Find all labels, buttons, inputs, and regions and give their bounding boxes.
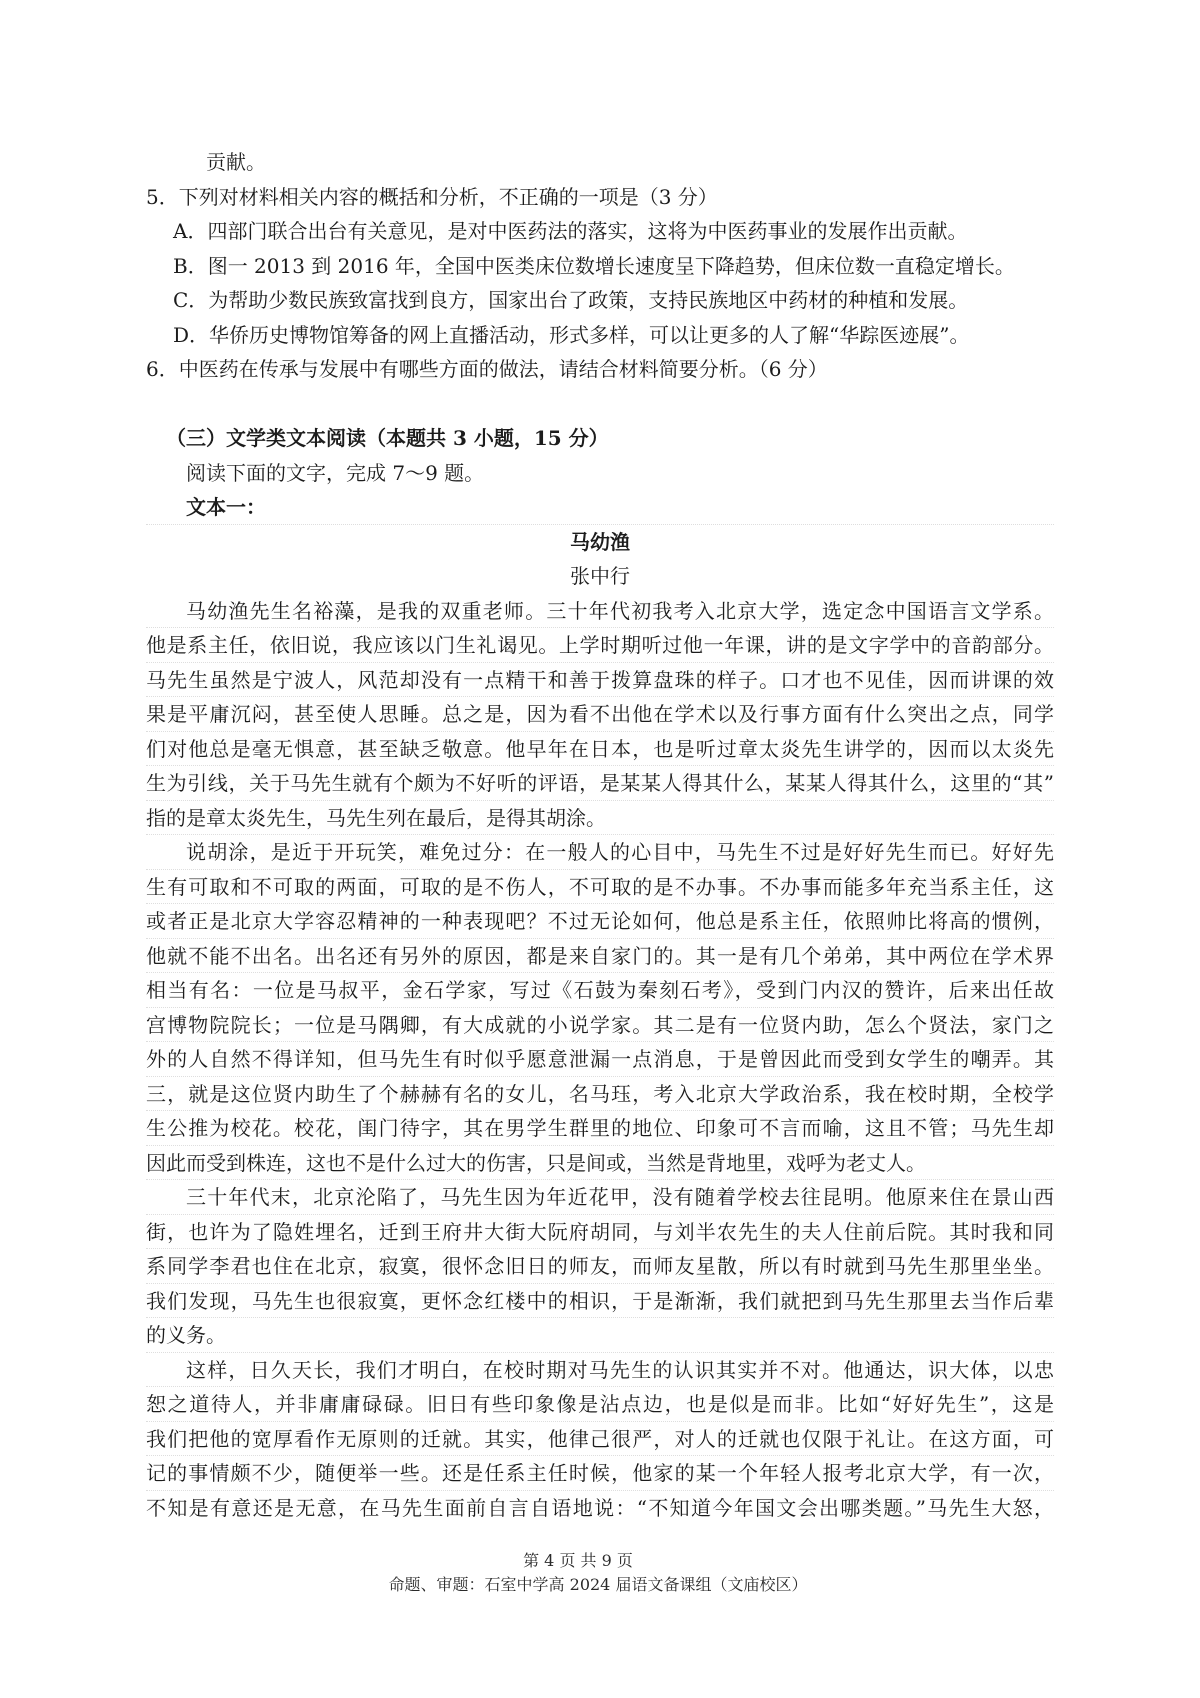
paragraph-line: 外的人自然不得详知，但马先生有时似乎愿意泄漏一点消息，于是曾因此而受到女学生的嘲弄。其 [146, 1042, 1054, 1077]
article-author: 张中行 [570, 564, 630, 588]
question-5-option-b: B．图一 2013 到 2016 年，全国中医类床位数增长速度呈下降趋势，但床位数一直稳定增长。 [173, 253, 1015, 278]
paragraph-line: 恕之道待人，并非庸庸碌碌。旧日有些印象像是沾点边，也是似是而非。比如“好好先生”，这是 [146, 1387, 1054, 1422]
paragraph-line: 或者正是北京大学容忍精神的一种表现吧？不过无论如何，他总是系主任，依照帅比将高的惯例， [146, 904, 1054, 939]
question-5-option-a: A．四部门联合出台有关意见，是对中医药法的落实，这将为中医药事业的发展作出贡献。 [173, 219, 968, 243]
paragraph-line: 们对他总是毫无惧意，甚至缺乏敬意。他早年在日本，也是听过章太炎先生讲学的，因而以太炎先 [146, 732, 1054, 767]
paragraph-line: 马幼渔先生名裕藻，是我的双重老师。三十年代初我考入北京大学，选定念中国语言文学系。 [146, 594, 1054, 629]
paragraph-3 [146, 1180, 1054, 1353]
paragraph-line: 生有可取和不可取的两面，可取的是不伤人，不可取的是不办事。不办事而能多年充当系主任，这 [146, 870, 1054, 905]
blank-spacer [146, 387, 1054, 422]
question-5-option-d: D．华侨历史博物馆筹备的网上直播活动，形式多样，可以让更多的人了解“华踪医迹展”。 [173, 322, 970, 347]
paragraph-line: 不知是有意还是无意，在马先生面前自言自语地说：“不知道今年国文会出哪类题。”马先生大怒， [146, 1495, 1054, 1520]
question-5-stem: 5．下列对材料相关内容的概括和分析，不正确的一项是（3 分） [146, 184, 718, 209]
paragraph-4 [146, 1353, 1054, 1526]
section-instruction: 阅读下面的文字，完成 7～9 题。 [186, 460, 485, 485]
paragraph-line: 生为引线，关于马先生就有个颇为不好听的评语，是某某人得其什么，某某人得其什么，这里的“其” [146, 766, 1054, 801]
paragraph-line: 我们把他的宽厚看作无原则的迁就。其实，他律己很严，对人的迁就也仅限于礼让。在这方面，可 [146, 1422, 1054, 1457]
paragraph-line: 的义务。 [146, 1318, 1054, 1353]
paragraph-line: 他就不能不出名。出名还有另外的原因，都是来自家门的。其一是有几个弟弟，其中两位在学术界 [146, 939, 1054, 974]
paragraph-line: 街，也许为了隐姓埋名，迁到王府井大街大阮府胡同，与刘半农先生的夫人住前后院。其时我和同 [146, 1215, 1054, 1250]
paragraph-line: 马先生虽然是宁波人，风范却没有一点精干和善于拨算盘珠的样子。口才也不见佳，因而讲课的效 [146, 663, 1054, 698]
paragraph-line: 果是平庸沉闷，甚至使人思睡。总之是，因为看不出他在学术以及行事方面有什么突出之点，同学 [146, 697, 1054, 732]
paragraph-1 [146, 594, 1054, 836]
paragraph-line: 说胡涂，是近于开玩笑，难免过分：在一般人的心目中，马先生不过是好好先生而已。好好先 [146, 835, 1054, 870]
paragraph-line: 记的事情颇不少，随便举一些。还是任系主任时候，他家的某一个年轻人报考北京大学，有一次， [146, 1456, 1054, 1491]
paragraph-line: 指的是章太炎先生，马先生列在最后，是得其胡涂。 [146, 801, 1054, 836]
paragraph-line: 相当有名：一位是马叔平，金石学家，写过《石鼓为秦刻石考》，受到门内汉的赞许，后来出任故 [146, 973, 1054, 1008]
paragraph-line: 系同学李君也住在北京，寂寞，很怀念旧日的师友，而师友星散，所以有时就到马先生那里坐坐。 [146, 1249, 1054, 1284]
paragraph-line: 这样，日久天长，我们才明白，在校时期对马先生的认识其实并不对。他通达，识大体，以忠 [146, 1353, 1054, 1388]
section-heading: （三）文学类文本阅读（本题共 3 小题，15 分） [166, 426, 609, 450]
article-title: 马幼渔 [570, 529, 630, 554]
continuation-text: 贡献。 [206, 150, 266, 174]
question-6-stem: 6．中医药在传承与发展中有哪些方面的做法，请结合材料简要分析。（6 分） [146, 357, 828, 381]
paragraph-line: 宫博物院院长；一位是马隅卿，有大成就的小说学家。其二是有一位贤内助，怎么个贤法，家门之 [146, 1008, 1054, 1043]
footer-page-number: 第 4 页 共 9 页 [523, 1551, 633, 1570]
footer-credit: 命题、审题：石室中学高 2024 届语文备课组（文庙校区） [388, 1575, 808, 1594]
paragraph-2 [146, 835, 1054, 1180]
paragraph-line: 因此而受到株连，这也不是什么过大的伤害，只是间或，当然是背地里，戏呼为老丈人。 [146, 1146, 1054, 1181]
paragraph-line: 生公推为校花。校花，闺门待字，其在男学生群里的地位、印象可不言而喻，这且不管；马先生却 [146, 1111, 1054, 1146]
paragraph-line: 三十年代末，北京沦陷了，马先生因为年近花甲，没有随着学校去往昆明。他原来住在景山西 [146, 1180, 1054, 1215]
paragraph-line: 他是系主任，依旧说，我应该以门生礼谒见。上学时期听过他一年课，讲的是文字学中的音韵部分。 [146, 628, 1054, 663]
paragraph-line: 我们发现，马先生也很寂寞，更怀念红楼中的相识，于是渐渐，我们就把到马先生那里去当作后辈 [146, 1284, 1054, 1319]
question-5-option-c: C．为帮助少数民族致富找到良方，国家出台了政策，支持民族地区中药材的种植和发展。 [173, 288, 969, 312]
paragraph-line: 三，就是这位贤内助生了个赫赫有名的女儿，名马珏，考入北京大学政治系，我在校时期，全校学 [146, 1077, 1054, 1112]
text-label: 文本一： [146, 490, 1054, 525]
exam-page-body [146, 145, 1054, 1525]
